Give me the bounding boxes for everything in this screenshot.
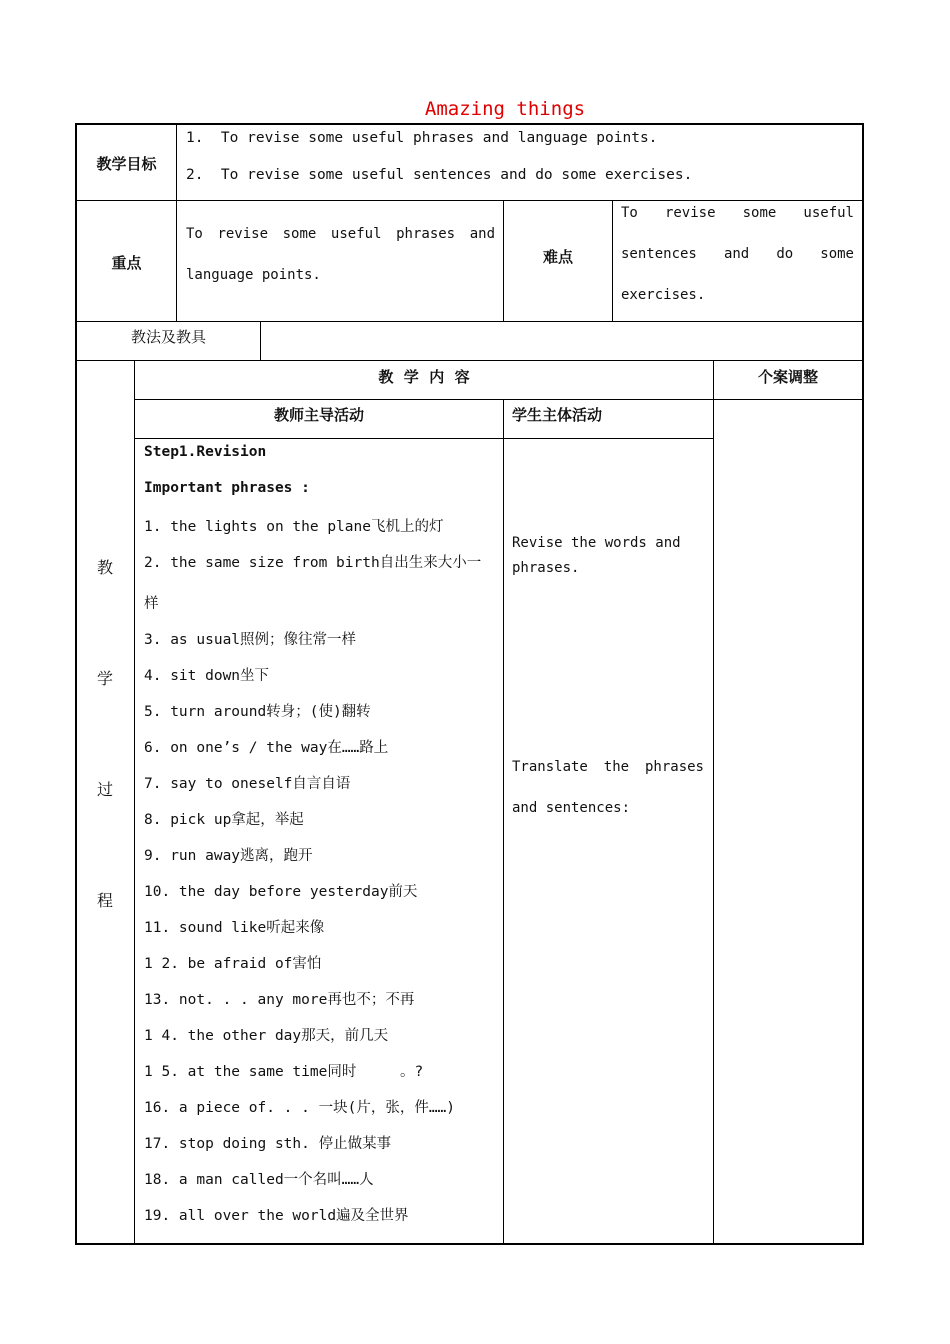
phrase-item: 1 4. the other day那天，前几天	[144, 1028, 389, 1044]
process-side-char-3: 过	[96, 780, 113, 799]
difficulties-line-2: sentences and do some	[621, 246, 854, 262]
phrase-item: 4. sit down坐下	[144, 668, 270, 684]
difficulties-line-3: exercises.	[621, 287, 706, 303]
difficulties-line-1: To revise some useful	[621, 205, 854, 221]
phrase-item: 6. on one’s / the way在……路上	[144, 740, 389, 756]
phrase-item: 1 2. be afraid of害怕	[144, 956, 322, 972]
process-side-char-1: 教	[96, 558, 113, 577]
adjust-header: 个案调整	[757, 368, 818, 386]
document-title: Amazing things	[424, 98, 586, 120]
phrase-item: 8. pick up拿起，举起	[144, 812, 304, 828]
process-side-char-2: 学	[96, 669, 113, 688]
phrase-item: 7. say to oneself自言自语	[144, 776, 351, 792]
student-activity-1-line-2: phrases.	[512, 560, 580, 576]
phrase-item: 13. not. . . any more再也不；不再	[144, 992, 415, 1008]
phrase-item: 10. the day before yesterday前天	[144, 884, 418, 900]
phrase-item: 18. a man called一个名叫……人	[144, 1172, 374, 1188]
student-activity-1-line-1: Revise the words and	[512, 535, 681, 551]
student-activity-2-line-1: Translate the phrases	[512, 759, 704, 775]
difficulties-label: 难点	[542, 248, 573, 266]
key-points-line-2: language points.	[186, 267, 321, 283]
teacher-activity-header: 教师主导活动	[273, 406, 364, 424]
process-side-char-4: 程	[96, 891, 113, 910]
key-points-label: 重点	[111, 254, 142, 272]
phrase-item: 5. turn around转身；(使)翻转	[144, 704, 371, 720]
phrase-item: 17. stop doing sth. 停止做某事	[144, 1136, 392, 1152]
step-title: Step1.Revision	[144, 444, 267, 460]
student-activity-header: 学生主体活动	[512, 406, 603, 424]
student-activity-2-line-2: and sentences:	[512, 800, 631, 816]
objective-item-1: 1. To revise some useful phrases and language points.	[186, 130, 658, 146]
phrase-item: 样	[144, 596, 159, 612]
phrase-item: 2. the same size from birth自出生来大小一	[144, 555, 482, 571]
phrases-title: Important phrases :	[144, 480, 310, 496]
methods-label: 教法及教具	[130, 328, 206, 346]
phrase-item: 1. the lights on the plane飞机上的灯	[144, 519, 444, 535]
objectives-label: 教学目标	[96, 155, 157, 173]
phrase-item: 9. run away逃离，跑开	[144, 848, 313, 864]
phrase-item: 19. all over the world遍及全世界	[144, 1208, 409, 1224]
phrase-item: 1 5. at the same time同时 。?	[144, 1064, 424, 1080]
content-header: 教 学 内 容	[378, 368, 470, 386]
key-points-line-1: To revise some useful phrases and	[186, 226, 495, 242]
phrase-item: 3. as usual照例；像往常一样	[144, 632, 357, 648]
objective-item-2: 2. To revise some useful sentences and do some exercises.	[186, 167, 693, 183]
phrase-item: 11. sound like听起来像	[144, 920, 325, 936]
phrase-item: 16. a piece of. . . 一块(片，张，件……)	[144, 1100, 456, 1116]
